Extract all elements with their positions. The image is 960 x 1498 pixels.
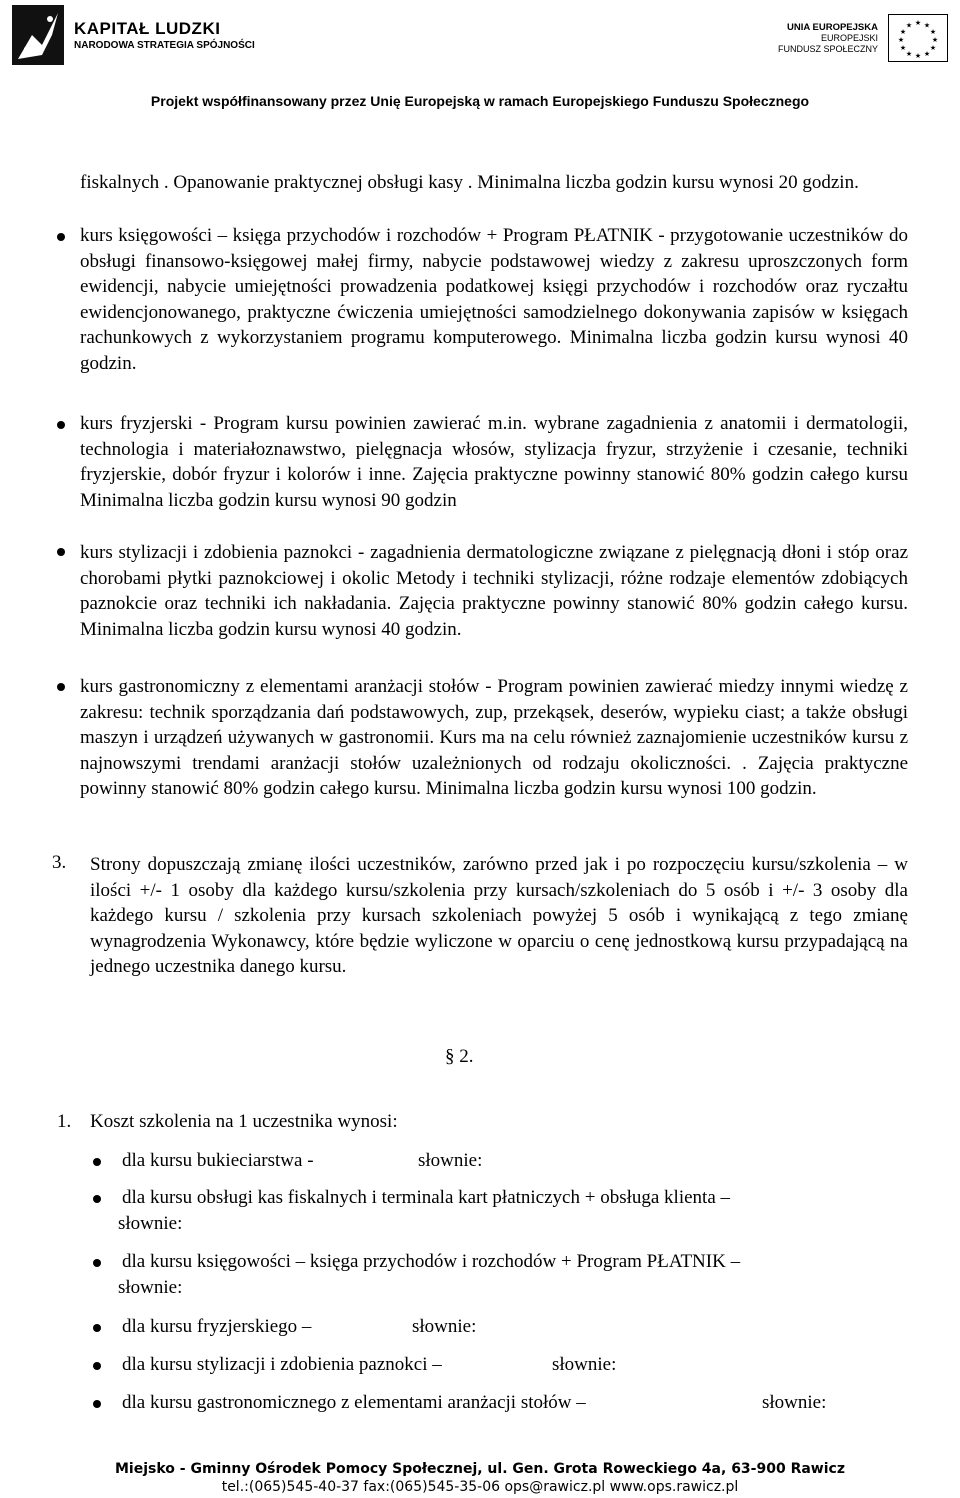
item-1-text: Koszt szkolenia na 1 uczestnika wynosi: [90, 1111, 398, 1132]
eu-logo-line3: FUNDUSZ SPOŁECZNY [777, 43, 878, 54]
svg-text:★: ★ [929, 44, 937, 52]
cost-value-ksiegowosc: słownie: [118, 1277, 183, 1298]
bullet-icon [93, 1259, 101, 1267]
bullet-icon [57, 683, 65, 691]
bullet-item-fryzjerski: kurs fryzjerski - Program kursu powinien zawierać m.in. wybrane zagadnienia z anatomii i dermatologii, technologia i materiałoznawstwo, pielęgnacja włosów, stylizacja fryzur, strzyżenie i czesanie, techniki fryzjerskie, dobór fryzur i kolorów i inne. Zajęcia praktyczne powinny stanowić 80% godzin całego kursu Minimalna liczba godzin kursu wynosi 90 godzin [80, 413, 908, 511]
section-mark: § 2. [445, 1046, 474, 1067]
cost-label-paznokcie: dla kursu stylizacji i zdobienia paznokci – [122, 1354, 442, 1375]
svg-text:★: ★ [923, 21, 931, 30]
svg-text:★: ★ [899, 44, 907, 52]
item-number-1: 1. [57, 1111, 72, 1132]
cost-value-kasy-fiskalne: słownie: [118, 1213, 183, 1234]
logo-title: KAPITAŁ LUDZKI [74, 18, 221, 38]
svg-text:★: ★ [929, 28, 937, 36]
cost-value-gastronomiczny: słownie: [762, 1392, 827, 1413]
bullet-icon [93, 1324, 101, 1332]
cost-label-fryzjerski: dla kursu fryzjerskiego – [122, 1316, 312, 1337]
svg-text:★: ★ [899, 28, 907, 36]
eu-logo-line1: UNIA EUROPEJSKA [787, 21, 878, 33]
bullet-icon [93, 1400, 101, 1408]
svg-text:★: ★ [923, 50, 931, 58]
svg-text:★: ★ [905, 50, 913, 58]
svg-text:★: ★ [914, 19, 922, 27]
footer-address: Miejsko - Gminny Ośrodek Pomocy Społecznej, ul. Gen. Grota Roweckiego 4a, 63-900 Rawicz [115, 1461, 845, 1477]
bullet-icon [93, 1158, 101, 1166]
kapital-ludzki-logo [12, 4, 255, 66]
svg-text:★: ★ [905, 21, 913, 30]
paragraph-continuation: fiskalnych . Opanowanie praktycznej obsługi kasy . Minimalna liczba godzin kursu wynosi 20 godzin. [80, 172, 859, 193]
bullet-icon [57, 421, 65, 429]
cost-label-bukieciarstwo: dla kursu bukieciarstwa - [122, 1150, 314, 1171]
item-3-text: Strony dopuszczają zmianę ilości uczestników, zarówno przed jak i po rozpoczęciu kursu/szkolenia – w ilości +/- 1 osoby dla każdego kursu/szkolenia przy kursach/szkoleniach do 5 osób i +/- 3 osoby dla każdego kursu / szkolenia przy kursach szkoleniach powyżej 5 osób i wynikającą z tego zmianę wynagrodzenia Wykonawcy, które będzie wyliczone w oparciu o cenę jednostkową kursu przypadającą na jednego uczestnika danego kursu. [90, 854, 908, 977]
footer [0, 1460, 960, 1496]
bullet-item-ksiegowosc: kurs księgowości – księga przychodów i rozchodów + Program PŁATNIK - przygotowanie uczestników do obsługi finansowo-księgowej małej firmy, nabycie podstawowej wiedzy z zakresu uproszczonych form ewidencji, nabycie umiejętności prowadzenia podatkowej księgi przychodów i rozchodów oraz ryczałtu ewidencjonowanego, praktyczne ćwiczenia umiejętności samodzielnego dokonywania zapisów w księgach rachunkowych z wykorzystaniem programu komputerowego. Minimalna liczba godzin kursu wynosi 40 godzin. [80, 225, 908, 374]
cost-value-fryzjerski: słownie: [412, 1316, 477, 1337]
bullet-item-paznokcie: kurs stylizacji i zdobienia paznokci - zagadnienia dermatologiczne związane z pielęgnacją dłoni i stóp oraz chorobami płytki paznokciowej i okolic Metody i techniki stylizacji, różne rodzaje elementów zdobiących paznokcie oraz techniki ich nakładania. Zajęcia praktyczne powinny stanowić 80% godzin całego kursu. Minimalna liczba godzin kursu wynosi 40 godzin. [80, 542, 908, 640]
header [0, 0, 960, 120]
cost-label-kasy-fiskalne: dla kursu obsługi kas fiskalnych i terminala kart płatniczych + obsługa klienta – [122, 1187, 731, 1208]
eu-logo [778, 8, 948, 68]
svg-text:★: ★ [914, 52, 922, 60]
bullet-icon [57, 548, 65, 556]
bullet-icon [57, 233, 65, 241]
item-number-3: 3. [52, 852, 67, 873]
kapital-ludzki-emblem-icon [12, 5, 64, 65]
cost-label-gastronomiczny: dla kursu gastronomicznego z elementami aranżacji stołów – [122, 1392, 586, 1413]
cost-label-ksiegowosc: dla kursu księgowości – księga przychodów i rozchodów + Program PŁATNIK – [122, 1251, 741, 1272]
svg-text:★: ★ [897, 36, 905, 44]
logo-subtitle: NARODOWA STRATEGIA SPÓJNOŚCI [74, 39, 255, 51]
cost-value-bukieciarstwo: słownie: [418, 1150, 483, 1171]
footer-contact: tel.:(065)545-40-37 fax:(065)545-35-06 ops@rawicz.pl www.ops.rawicz.pl [221, 1479, 739, 1495]
bullet-icon [93, 1195, 101, 1203]
bullet-icon [93, 1362, 101, 1370]
bullet-item-gastronomiczny: kurs gastronomiczny z elementami aranżacji stołów - Program powinien zawierać miedzy innymi wiedzę z zakresu: technik sporządzania dań podstawowych, zup, przekąsek, deserów, wypieku ciast; a także obsługi maszyn i urządzeń używanych w gastronomii. Kurs ma na celu również zaznajomienie uczestników kursu z najnowszymi trendami aranżacji stołów uzależnionych od rodzaju okoliczności. . Zajęcia praktyczne powinny stanowić 80% godzin całego kursu. Minimalna liczba godzin kursu wynosi 100 godzin. [80, 676, 908, 799]
cost-value-paznokcie: słownie: [552, 1354, 617, 1375]
project-cofinancing-line: Projekt współfinansowany przez Unię Europejską w ramach Europejskiego Funduszu Społecznego [150, 93, 810, 109]
svg-text:★: ★ [931, 36, 939, 44]
eu-flag-icon [888, 14, 948, 62]
eu-logo-line2: EUROPEJSKI [820, 32, 878, 43]
